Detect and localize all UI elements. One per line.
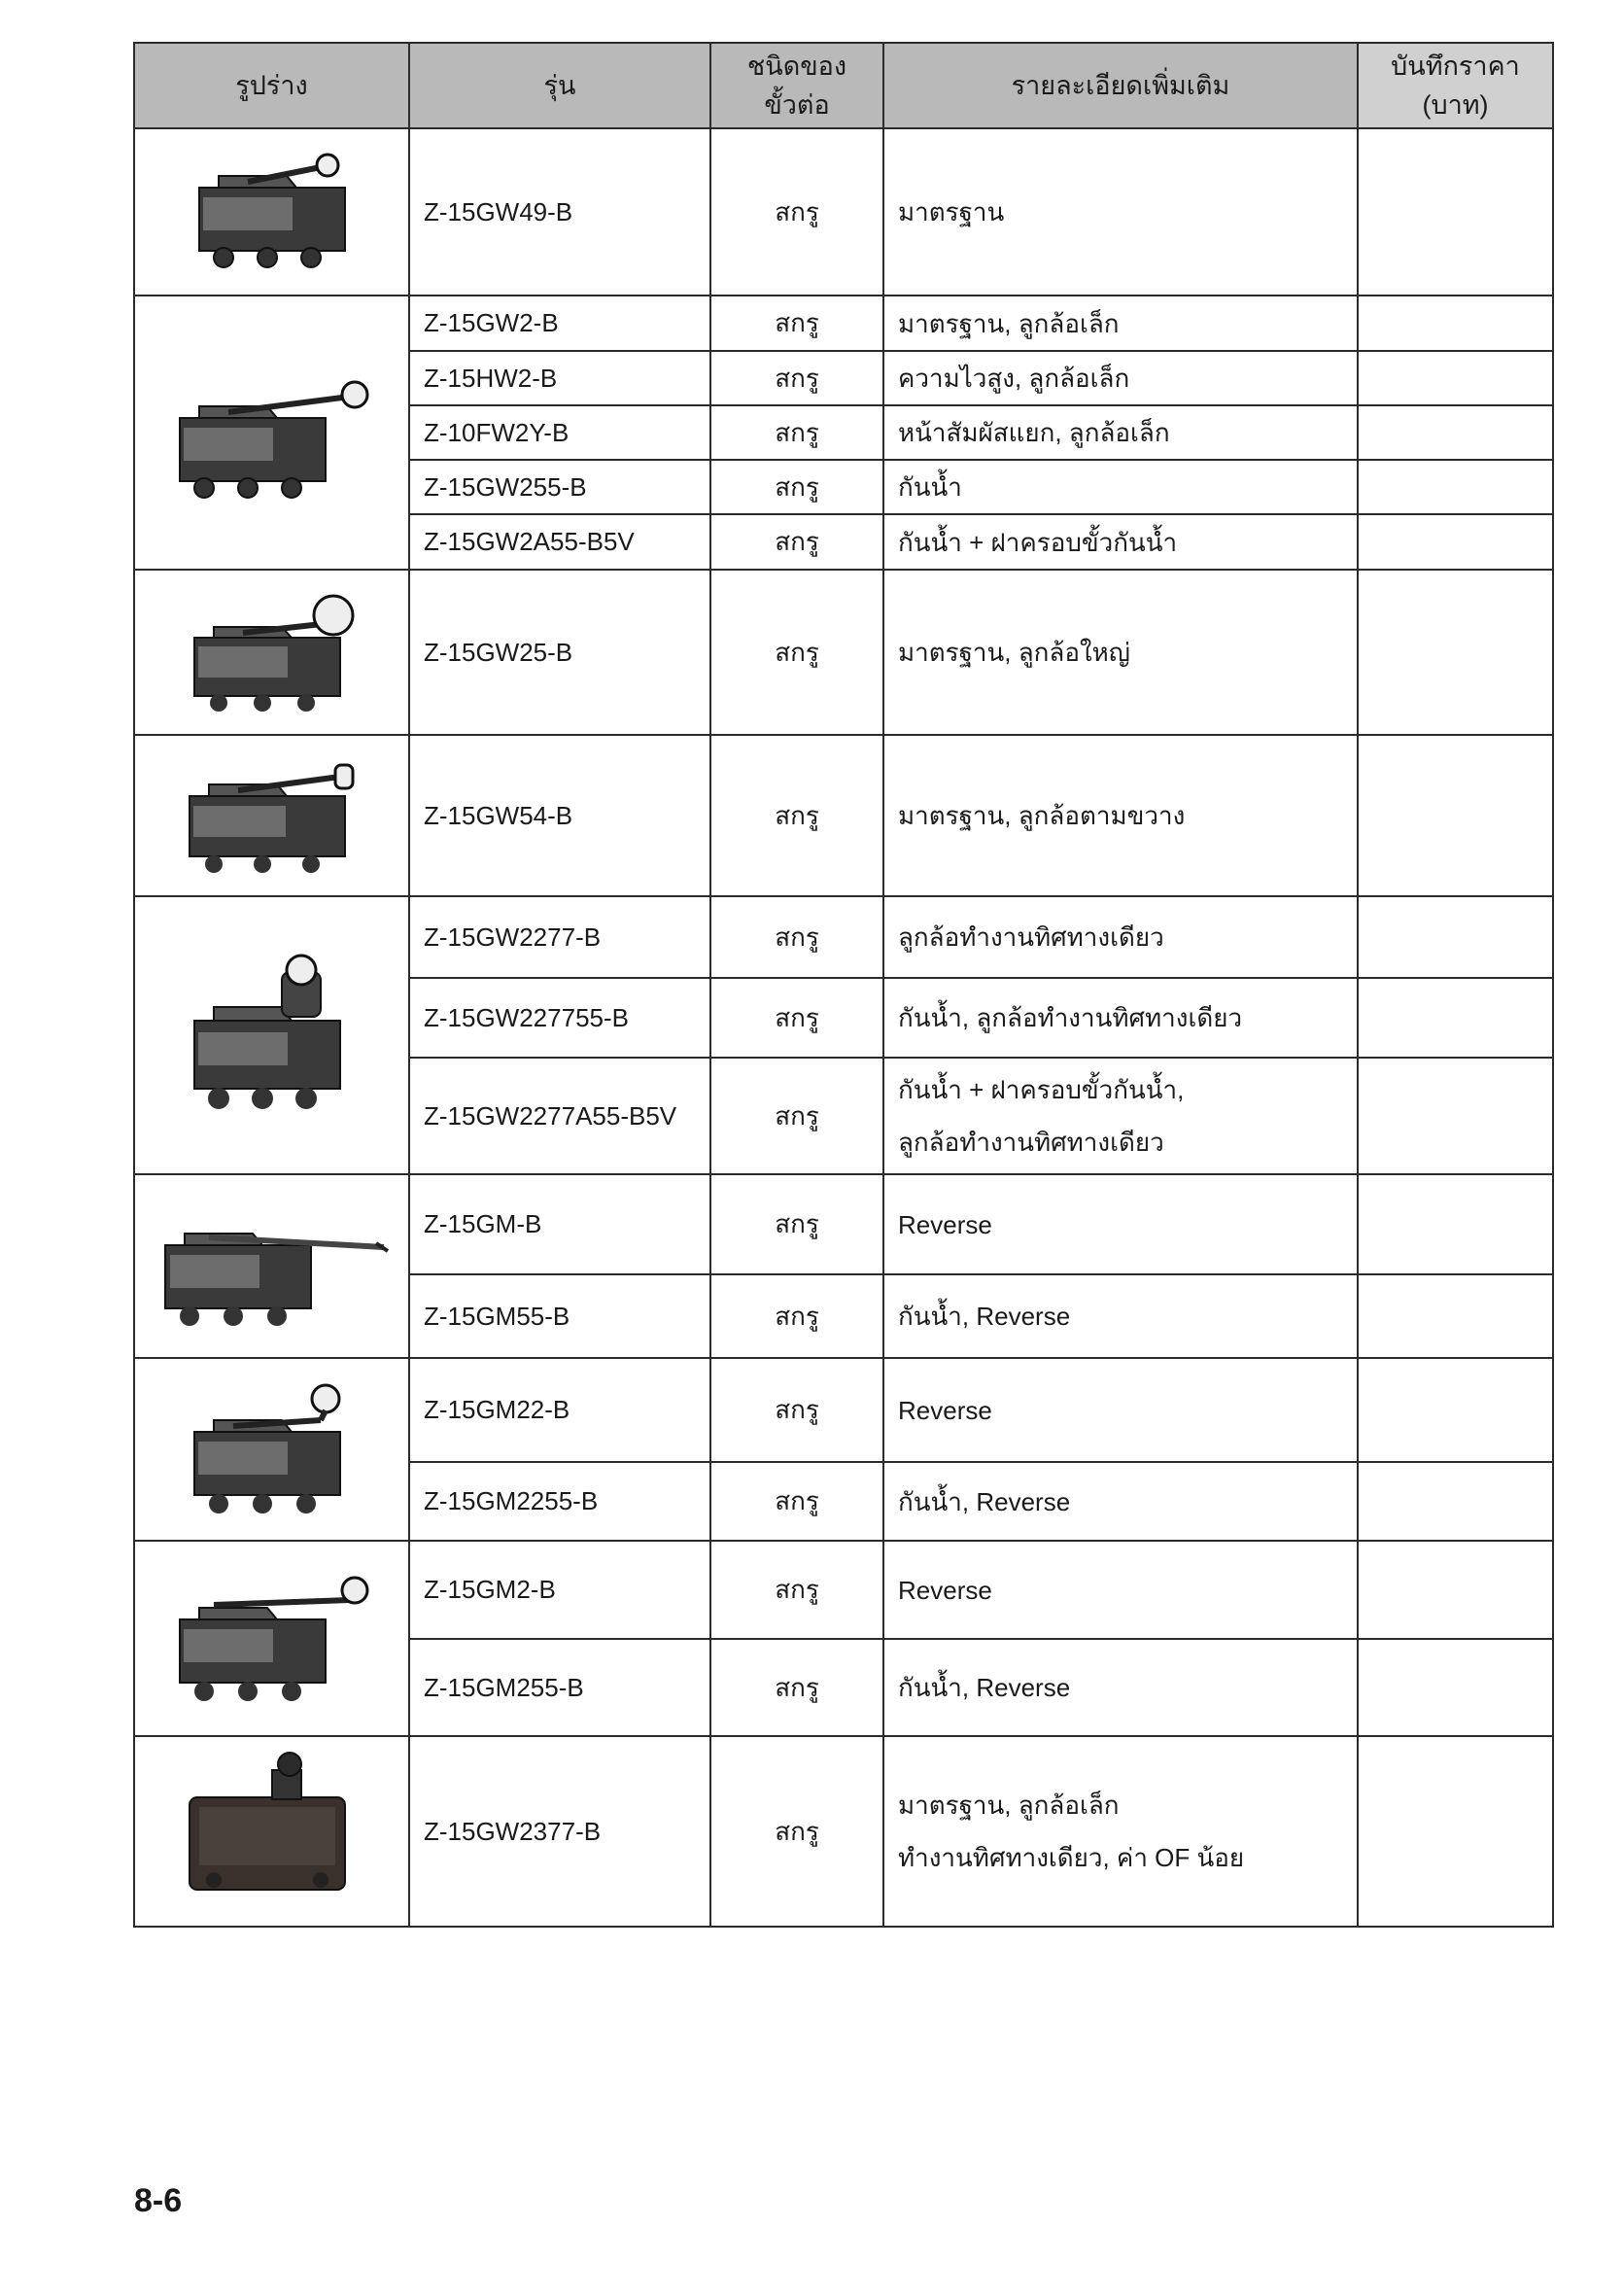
table-row [134, 896, 1553, 978]
microswitch-roller-lever-image [180, 149, 364, 275]
model-cell: Z-15GM55-B [409, 1274, 710, 1358]
terminal-cell: สกรู [710, 1274, 883, 1358]
detail-line2: ทำงานทิศทางเดียว, ค่า OF น้อย [898, 1843, 1245, 1872]
header-shape: รูปร่าง [134, 43, 409, 128]
table-row [134, 1174, 1553, 1274]
microswitch-roller-lever-image [160, 360, 384, 505]
terminal-cell: สกรู [710, 1174, 883, 1274]
page-number: 8-6 [134, 2182, 183, 2219]
model-cell: Z-15GW2277-B [409, 896, 710, 978]
detail-cell: กันน้ำ [883, 460, 1358, 514]
price-note-cell[interactable] [1358, 1058, 1553, 1174]
detail-cell: มาตรฐาน, ลูกล้อใหญ่ [883, 570, 1358, 735]
model-cell: Z-15GW54-B [409, 735, 710, 896]
switch-image-cell [134, 1174, 409, 1358]
model-cell: Z-15GW2A55-B5V [409, 514, 710, 570]
detail-cell: กันน้ำ, Reverse [883, 1274, 1358, 1358]
price-note-cell[interactable] [1358, 1541, 1553, 1639]
microswitch-one-way-roller-image [175, 943, 369, 1128]
price-note-cell[interactable] [1358, 1639, 1553, 1736]
header-terminal-line1: ชนิดของ [746, 52, 847, 81]
product-table [133, 42, 1554, 1928]
microswitch-roller-lever-reverse-image [160, 1561, 384, 1717]
table-row [134, 570, 1553, 735]
terminal-cell: สกรู [710, 735, 883, 896]
model-cell: Z-15GM2255-B [409, 1462, 710, 1541]
microswitch-roller-reverse-image [175, 1372, 369, 1527]
price-note-cell[interactable] [1358, 351, 1553, 405]
switch-image-cell [134, 128, 409, 296]
price-note-cell[interactable] [1358, 1358, 1553, 1462]
switch-image-cell [134, 570, 409, 735]
switch-image-cell [134, 1736, 409, 1927]
terminal-cell: สกรู [710, 1058, 883, 1174]
model-cell: Z-15GW2-B [409, 296, 710, 351]
terminal-cell: สกรู [710, 896, 883, 978]
switch-image-cell [134, 296, 409, 570]
terminal-cell: สกรู [710, 405, 883, 460]
table-row [134, 1358, 1553, 1462]
model-cell: Z-15GM2-B [409, 1541, 710, 1639]
price-note-cell[interactable] [1358, 896, 1553, 978]
detail-line2: ลูกล้อทำงานทิศทางเดียว [898, 1128, 1164, 1157]
switch-image-cell [134, 1358, 409, 1541]
detail-cell: Reverse [883, 1358, 1358, 1462]
table-row [134, 1736, 1553, 1927]
price-note-cell[interactable] [1358, 570, 1553, 735]
detail-cell: Reverse [883, 1174, 1358, 1274]
price-note-cell[interactable] [1358, 296, 1553, 351]
switch-image-cell [134, 735, 409, 896]
terminal-cell: สกรู [710, 1541, 883, 1639]
model-cell: Z-15GW2377-B [409, 1736, 710, 1927]
model-cell: Z-15GW2277A55-B5V [409, 1058, 710, 1174]
detail-cell [883, 1058, 1358, 1174]
model-cell: Z-15GW25-B [409, 570, 710, 735]
terminal-cell: สกรู [710, 296, 883, 351]
detail-line1: มาตรฐาน, ลูกล้อเล็ก [898, 1791, 1120, 1820]
terminal-cell: สกรู [710, 514, 883, 570]
switch-image-cell [134, 1541, 409, 1736]
detail-cell [883, 1736, 1358, 1927]
price-note-cell[interactable] [1358, 978, 1553, 1058]
detail-cell: หน้าสัมผัสแยก, ลูกล้อเล็ก [883, 405, 1358, 460]
terminal-cell: สกรู [710, 1736, 883, 1927]
detail-cell: กันน้ำ, Reverse [883, 1639, 1358, 1736]
header-terminal [710, 43, 883, 128]
price-note-cell[interactable] [1358, 1174, 1553, 1274]
price-note-cell[interactable] [1358, 514, 1553, 570]
terminal-cell: สกรู [710, 1358, 883, 1462]
header-row [134, 43, 1553, 128]
switch-image-cell [134, 896, 409, 1174]
model-cell: Z-15GM-B [409, 1174, 710, 1274]
header-price-line1: บันทึกราคา [1391, 52, 1520, 81]
price-note-cell[interactable] [1358, 405, 1553, 460]
header-terminal-line2: ขั้วต่อ [764, 90, 830, 120]
detail-cell: ลูกล้อทำงานทิศทางเดียว [883, 896, 1358, 978]
table-row [134, 1541, 1553, 1639]
detail-line1: กันน้ำ + ฝาครอบขั้วกันน้ำ, [898, 1075, 1185, 1104]
header-details: รายละเอียดเพิ่มเติม [883, 43, 1358, 128]
model-cell: Z-15GW227755-B [409, 978, 710, 1058]
detail-cell: Reverse [883, 1541, 1358, 1639]
price-note-cell[interactable] [1358, 1736, 1553, 1927]
terminal-cell: สกรู [710, 978, 883, 1058]
detail-cell: กันน้ำ + ฝาครอบขั้วกันน้ำ [883, 514, 1358, 570]
header-price-line2: (บาท) [1422, 90, 1489, 120]
model-cell: Z-15GW255-B [409, 460, 710, 514]
microswitch-cross-roller-image [170, 748, 374, 884]
price-note-cell[interactable] [1358, 735, 1553, 896]
terminal-cell: สกรู [710, 570, 883, 735]
table-row [134, 735, 1553, 896]
detail-cell: มาตรฐาน, ลูกล้อเล็ก [883, 296, 1358, 351]
price-note-cell[interactable] [1358, 460, 1553, 514]
microswitch-sealed-roller-image [175, 1749, 369, 1914]
model-cell: Z-15GW49-B [409, 128, 710, 296]
detail-cell: กันน้ำ, Reverse [883, 1462, 1358, 1541]
model-cell: Z-15GM255-B [409, 1639, 710, 1736]
microswitch-large-roller-image [175, 584, 369, 720]
model-cell: Z-15HW2-B [409, 351, 710, 405]
model-cell: Z-10FW2Y-B [409, 405, 710, 460]
price-note-cell[interactable] [1358, 128, 1553, 296]
price-note-cell[interactable] [1358, 1274, 1553, 1358]
table-row [134, 296, 1553, 351]
table-row [134, 128, 1553, 296]
model-cell: Z-15GM22-B [409, 1358, 710, 1462]
detail-cell: กันน้ำ, ลูกล้อทำงานทิศทางเดียว [883, 978, 1358, 1058]
price-note-cell[interactable] [1358, 1462, 1553, 1541]
header-price [1358, 43, 1553, 128]
microswitch-hinge-lever-image [151, 1199, 394, 1335]
terminal-cell: สกรู [710, 128, 883, 296]
detail-cell: มาตรฐาน, ลูกล้อตามขวาง [883, 735, 1358, 896]
detail-cell: ความไวสูง, ลูกล้อเล็ก [883, 351, 1358, 405]
header-model: รุ่น [409, 43, 710, 128]
terminal-cell: สกรู [710, 351, 883, 405]
detail-cell: มาตรฐาน [883, 128, 1358, 296]
terminal-cell: สกรู [710, 1639, 883, 1736]
terminal-cell: สกรู [710, 1462, 883, 1541]
terminal-cell: สกรู [710, 460, 883, 514]
